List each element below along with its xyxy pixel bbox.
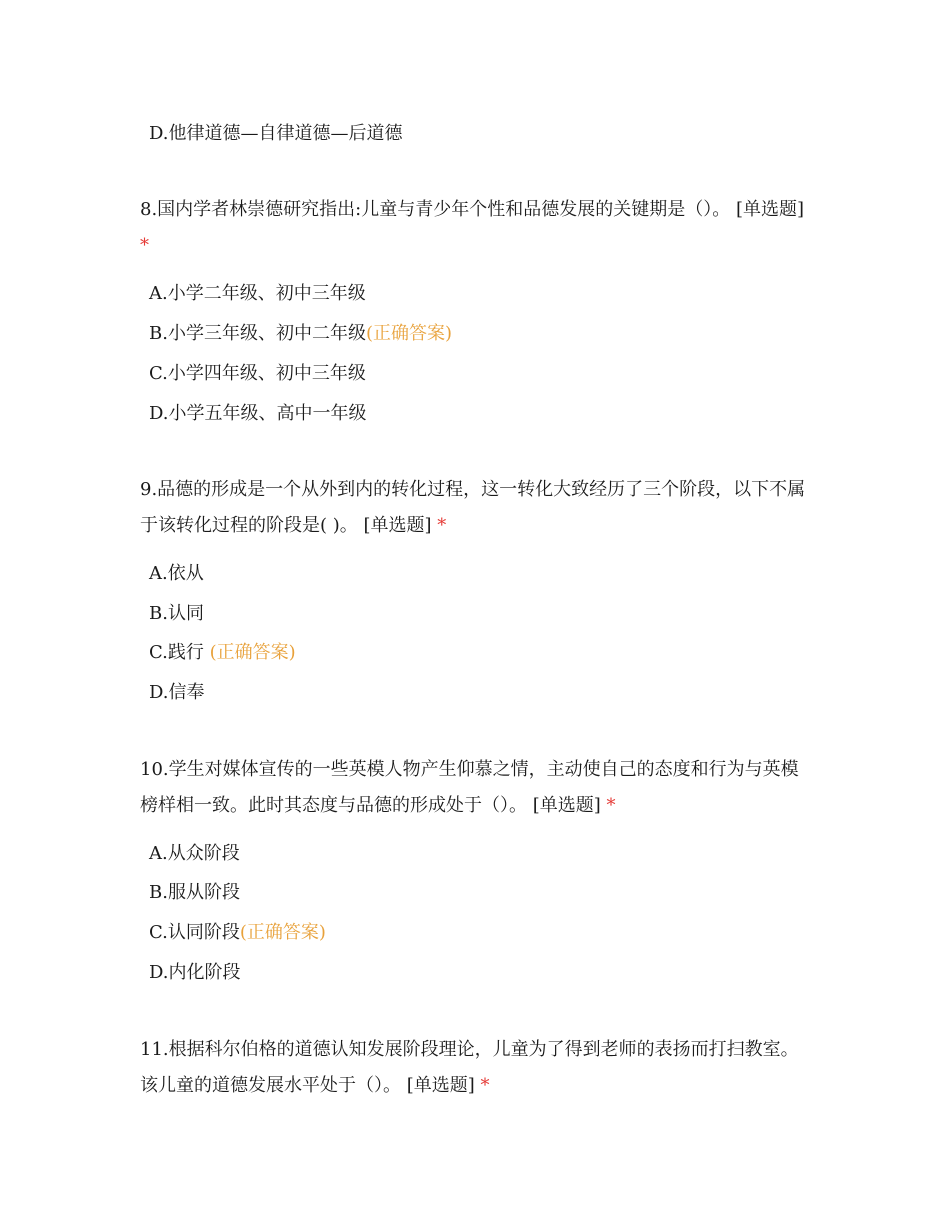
- question-prompt: 10.学生对媒体宣传的一些英模人物产生仰慕之情，主动使自己的态度和行为与英模榜样相一致。此时其态度与品德的形成处于（）。 [单选题]: [140, 759, 799, 816]
- option-text: D.小学五年级、高中一年级: [149, 403, 367, 424]
- option-text: B.认同: [149, 603, 204, 624]
- required-mark: *: [606, 795, 616, 816]
- question-9-option-d: [149, 681, 205, 705]
- question-prompt: 8.国内学者林崇德研究指出:儿童与青少年个性和品德发展的关键期是（）。 [单选题]: [140, 199, 805, 220]
- option-text: D.他律道德—自律道德—后道德: [149, 123, 403, 144]
- question-10-option-b: [149, 881, 240, 905]
- option-text: D.内化阶段: [149, 962, 241, 983]
- question-9-option-c: [149, 641, 296, 665]
- option-text: B.服从阶段: [149, 882, 240, 903]
- question-10-option-a: [149, 842, 240, 866]
- option-text: A.从众阶段: [149, 843, 240, 864]
- question-9-option-a: [149, 562, 204, 586]
- option-text: A.依从: [149, 563, 204, 584]
- question-prompt: 11.根据科尔伯格的道德认知发展阶段理论，儿童为了得到老师的表扬而打扫教室。该儿童的道德发展水平处于（）。 [单选题]: [140, 1039, 799, 1096]
- correct-answer-tag: (正确答案): [365, 323, 452, 344]
- question-9-option-b: [149, 602, 204, 626]
- correct-answer-tag: (正确答案): [209, 642, 296, 663]
- question-9-title: [140, 472, 810, 544]
- option-text: A.小学二年级、初中三年级: [149, 283, 366, 304]
- correct-answer-tag: (正确答案): [239, 922, 326, 943]
- option-text: C.践行: [149, 642, 210, 663]
- required-mark: *: [480, 1075, 490, 1096]
- question-10-option-d: [149, 961, 241, 985]
- option-text: B.小学三年级、初中二年级: [149, 323, 366, 344]
- required-mark: *: [437, 515, 447, 536]
- question-8-option-a: [149, 282, 366, 306]
- question-8-option-d: [149, 402, 367, 426]
- question-prompt: 9.品德的形成是一个从外到内的转化过程，这一转化大致经历了三个阶段，以下不属于该转化过程的阶段是( )。 [单选题]: [140, 479, 806, 536]
- question-8-option-b: [149, 322, 452, 346]
- question-8-title: [140, 192, 810, 264]
- question-11-title: [140, 1032, 810, 1104]
- option-text: C.小学四年级、初中三年级: [149, 363, 366, 384]
- required-mark: *: [140, 235, 149, 256]
- option-text: D.信奉: [149, 682, 205, 703]
- question-10-option-c: [149, 921, 326, 945]
- question-8-option-c: [149, 362, 366, 386]
- option-text: C.认同阶段: [149, 922, 240, 943]
- question-10-title: [140, 752, 810, 824]
- option-d-previous: [149, 122, 403, 146]
